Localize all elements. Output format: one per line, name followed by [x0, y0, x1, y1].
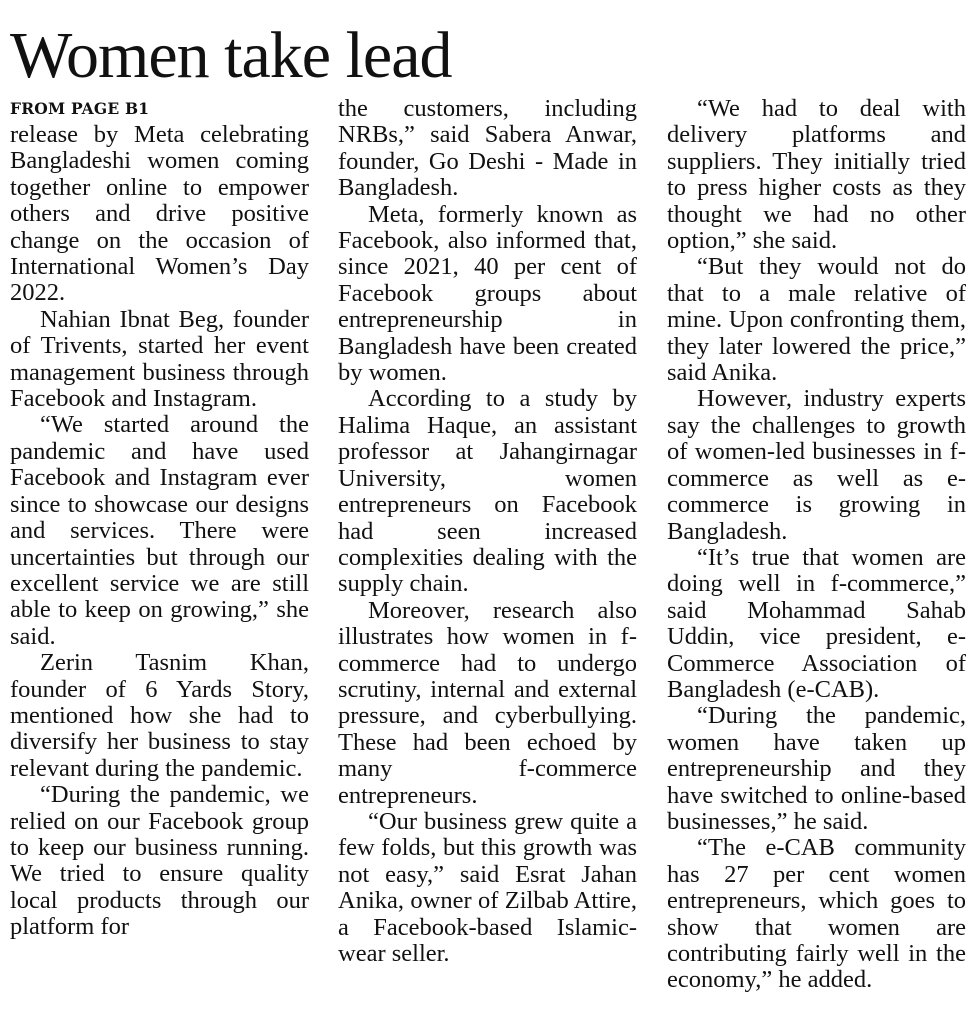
kicker-from-page: FROM PAGE B1: [10, 99, 150, 118]
paragraph: “The e-CAB community has 27 per cent women entrepreneurs, which goes to show that women are contributing fairly well in the economy,” he added.: [667, 834, 966, 994]
paragraph: Meta, formerly known as Facebook, also informed that, since 2021, 40 per cent of Facebook groups about entrepreneurship in Bangladesh have been created by women.: [338, 200, 637, 387]
headline: Women take lead: [10, 19, 452, 92]
article-column-2: [338, 96, 637, 996]
paragraph: Nahian Ibnat Beg, founder of Trivents, started her event management business through Facebook and Instagram.: [10, 305, 309, 413]
paragraph: “It’s true that women are doing well in f-commerce,” said Mohammad Sahab Uddin, vice president, e-Commerce Association of Bangladesh (e-CAB).: [667, 543, 966, 703]
paragraph: According to a study by Halima Haque, an assistant professor at Jahangirnagar University, women entrepreneurs on Facebook had seen increased complexities dealing with the supply chain.: [338, 385, 637, 598]
paragraph: release by Meta celebrating Bangladeshi women coming together online to empower others and drive positive change on the occasion of International Women’s Day 2022.: [10, 121, 309, 307]
paragraph: Moreover, research also illustrates how women in f-commerce had to undergo scrutiny, internal and external pressure, and cyberbullying. These had been echoed by many f-commerce entrepreneurs.: [338, 596, 637, 809]
paragraph: the customers, including NRBs,” said Sabera Anwar, founder, Go Deshi - Made in Bangladesh.: [338, 96, 637, 202]
article-column-3: [667, 96, 966, 996]
article-column-1: [10, 96, 309, 996]
paragraph: Zerin Tasnim Khan, founder of 6 Yards Story, mentioned how she had to diversify her business to stay relevant during the pandemic.: [10, 649, 309, 782]
paragraph: “During the pandemic, we relied on our Facebook group to keep our business running. We tried to ensure quality local products through our platform for: [10, 781, 309, 941]
paragraph: “During the pandemic, women have taken up entrepreneurship and they have switched to online-based businesses,” he said.: [667, 702, 966, 835]
paragraph: “But they would not do that to a male relative of mine. Upon confronting them, they later lowered the price,” said Anika.: [667, 253, 966, 387]
paragraph: “We had to deal with delivery platforms and suppliers. They initially tried to press higher costs as they thought we had no other option,” she said.: [667, 96, 966, 255]
paragraph: However, industry experts say the challenges to growth of women-led businesses in f-commerce as well as e-commerce is growing in Bangladesh.: [667, 385, 966, 545]
paragraph: “Our business grew quite a few folds, but this growth was not easy,” said Esrat Jahan Anika, owner of Zilbab Attire, a Facebook-based Islamic-wear seller.: [338, 807, 637, 967]
paragraph: “We started around the pandemic and have used Facebook and Instagram ever since to showcase our designs and services. There were uncertainties but through our excellent service we are still able to keep on growing,” she said.: [10, 411, 309, 650]
